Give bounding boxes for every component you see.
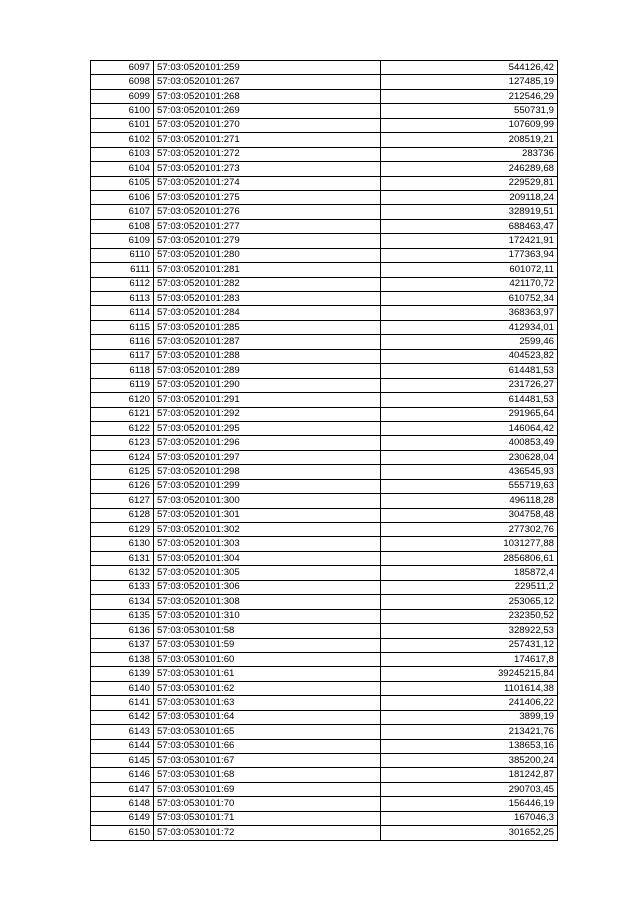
table-row [91, 523, 558, 537]
cadastral-number-cell: 57:03:0520101:289 [154, 364, 381, 378]
table-row [91, 219, 558, 233]
cadastral-number-cell: 57:03:0520101:267 [154, 75, 381, 89]
cadastral-number-cell: 57:03:0520101:271 [154, 133, 381, 147]
cadastral-value-cell: 127485,19 [381, 75, 558, 89]
table-row [91, 364, 558, 378]
cadastral-value-cell: 544126,42 [381, 61, 558, 75]
row-number-cell: 6100 [91, 104, 154, 118]
cadastral-number-cell: 57:03:0520101:268 [154, 89, 381, 103]
row-number-cell: 6118 [91, 364, 154, 378]
cadastral-number-cell: 57:03:0530101:64 [154, 710, 381, 724]
row-number-cell: 6109 [91, 234, 154, 248]
row-number-cell: 6107 [91, 205, 154, 219]
table-row [91, 710, 558, 724]
row-number-cell: 6103 [91, 147, 154, 161]
cadastral-value-cell: 156446,19 [381, 797, 558, 811]
cadastral-number-cell: 57:03:0530101:66 [154, 739, 381, 753]
table-row [91, 609, 558, 623]
row-number-cell: 6121 [91, 407, 154, 421]
cadastral-value-cell: 229529,81 [381, 176, 558, 190]
cadastral-number-cell: 57:03:0520101:269 [154, 104, 381, 118]
row-number-cell: 6127 [91, 494, 154, 508]
table-row [91, 811, 558, 825]
table-row [91, 624, 558, 638]
cadastral-value-cell: 290703,45 [381, 782, 558, 796]
cadastral-value-cell: 496118,28 [381, 494, 558, 508]
row-number-cell: 6123 [91, 436, 154, 450]
cadastral-number-cell: 57:03:0530101:65 [154, 725, 381, 739]
table-row [91, 508, 558, 522]
row-number-cell: 6145 [91, 754, 154, 768]
cadastral-number-cell: 57:03:0520101:276 [154, 205, 381, 219]
table-row [91, 248, 558, 262]
row-number-cell: 6133 [91, 580, 154, 594]
cadastral-number-cell: 57:03:0520101:304 [154, 551, 381, 565]
row-number-cell: 6122 [91, 421, 154, 435]
table-row [91, 393, 558, 407]
cadastral-number-cell: 57:03:0520101:296 [154, 436, 381, 450]
row-number-cell: 6129 [91, 523, 154, 537]
row-number-cell: 6101 [91, 118, 154, 132]
row-number-cell: 6137 [91, 638, 154, 652]
row-number-cell: 6117 [91, 349, 154, 363]
cadastral-number-cell: 57:03:0520101:302 [154, 523, 381, 537]
cadastral-number-cell: 57:03:0530101:61 [154, 667, 381, 681]
cadastral-value-cell: 283736 [381, 147, 558, 161]
cadastral-value-cell: 246289,68 [381, 162, 558, 176]
table-row [91, 162, 558, 176]
cadastral-number-cell: 57:03:0530101:63 [154, 696, 381, 710]
table-row [91, 638, 558, 652]
row-number-cell: 6149 [91, 811, 154, 825]
cadastral-value-cell: 167046,3 [381, 811, 558, 825]
cadastral-value-cell: 1031277,88 [381, 537, 558, 551]
cadastral-number-cell: 57:03:0530101:71 [154, 811, 381, 825]
cadastral-value-cell: 610752,34 [381, 292, 558, 306]
table-row [91, 421, 558, 435]
cadastral-number-cell: 57:03:0520101:287 [154, 335, 381, 349]
cadastral-value-table [90, 60, 558, 841]
cadastral-number-cell: 57:03:0520101:272 [154, 147, 381, 161]
table-row [91, 335, 558, 349]
table-row [91, 436, 558, 450]
cadastral-value-cell: 304758,48 [381, 508, 558, 522]
row-number-cell: 6115 [91, 320, 154, 334]
row-number-cell: 6146 [91, 768, 154, 782]
row-number-cell: 6112 [91, 277, 154, 291]
row-number-cell: 6105 [91, 176, 154, 190]
cadastral-number-cell: 57:03:0520101:274 [154, 176, 381, 190]
table-row [91, 754, 558, 768]
table-row [91, 407, 558, 421]
row-number-cell: 6143 [91, 725, 154, 739]
table-row [91, 826, 558, 840]
table-row [91, 133, 558, 147]
cadastral-number-cell: 57:03:0530101:60 [154, 652, 381, 666]
cadastral-value-cell: 39245215,84 [381, 667, 558, 681]
cadastral-number-cell: 57:03:0520101:280 [154, 248, 381, 262]
row-number-cell: 6136 [91, 624, 154, 638]
table-row [91, 378, 558, 392]
cadastral-value-cell: 1101614,38 [381, 681, 558, 695]
row-number-cell: 6114 [91, 306, 154, 320]
cadastral-value-cell: 241406,22 [381, 696, 558, 710]
table-row [91, 494, 558, 508]
row-number-cell: 6130 [91, 537, 154, 551]
cadastral-number-cell: 57:03:0530101:68 [154, 768, 381, 782]
row-number-cell: 6102 [91, 133, 154, 147]
cadastral-value-cell: 368363,97 [381, 306, 558, 320]
row-number-cell: 6126 [91, 479, 154, 493]
table-row [91, 104, 558, 118]
table-row [91, 263, 558, 277]
table-row [91, 147, 558, 161]
cadastral-value-cell: 107609,99 [381, 118, 558, 132]
cadastral-value-cell: 412934,01 [381, 320, 558, 334]
cadastral-value-cell: 2856806,61 [381, 551, 558, 565]
cadastral-number-cell: 57:03:0520101:275 [154, 190, 381, 204]
cadastral-number-cell: 57:03:0520101:297 [154, 450, 381, 464]
table-row [91, 768, 558, 782]
cadastral-number-cell: 57:03:0520101:288 [154, 349, 381, 363]
table-row [91, 75, 558, 89]
table-row [91, 739, 558, 753]
row-number-cell: 6144 [91, 739, 154, 753]
table-row [91, 349, 558, 363]
cadastral-number-cell: 57:03:0520101:285 [154, 320, 381, 334]
table-row [91, 205, 558, 219]
cadastral-value-cell: 232350,52 [381, 609, 558, 623]
table-row [91, 306, 558, 320]
row-number-cell: 6120 [91, 393, 154, 407]
row-number-cell: 6110 [91, 248, 154, 262]
table-row [91, 479, 558, 493]
cadastral-value-cell: 385200,24 [381, 754, 558, 768]
cadastral-value-cell: 688463,47 [381, 219, 558, 233]
cadastral-value-cell: 185872,4 [381, 566, 558, 580]
cadastral-value-cell: 614481,53 [381, 364, 558, 378]
cadastral-number-cell: 57:03:0520101:281 [154, 263, 381, 277]
cadastral-number-cell: 57:03:0520101:298 [154, 465, 381, 479]
cadastral-value-cell: 229511,2 [381, 580, 558, 594]
cadastral-number-cell: 57:03:0520101:300 [154, 494, 381, 508]
row-number-cell: 6108 [91, 219, 154, 233]
table-row [91, 190, 558, 204]
cadastral-number-cell: 57:03:0520101:284 [154, 306, 381, 320]
cadastral-value-cell: 230628,04 [381, 450, 558, 464]
cadastral-number-cell: 57:03:0520101:292 [154, 407, 381, 421]
table-row [91, 234, 558, 248]
row-number-cell: 6128 [91, 508, 154, 522]
table-row [91, 118, 558, 132]
row-number-cell: 6099 [91, 89, 154, 103]
table-row [91, 725, 558, 739]
cadastral-value-cell: 3899,19 [381, 710, 558, 724]
table-row [91, 681, 558, 695]
row-number-cell: 6131 [91, 551, 154, 565]
table-row [91, 176, 558, 190]
cadastral-number-cell: 57:03:0520101:310 [154, 609, 381, 623]
cadastral-value-cell: 555719,63 [381, 479, 558, 493]
row-number-cell: 6106 [91, 190, 154, 204]
cadastral-number-cell: 57:03:0520101:273 [154, 162, 381, 176]
cadastral-value-cell: 301652,25 [381, 826, 558, 840]
cadastral-number-cell: 57:03:0520101:277 [154, 219, 381, 233]
row-number-cell: 6148 [91, 797, 154, 811]
cadastral-value-cell: 601072,11 [381, 263, 558, 277]
table-row [91, 277, 558, 291]
row-number-cell: 6125 [91, 465, 154, 479]
cadastral-number-cell: 57:03:0530101:69 [154, 782, 381, 796]
cadastral-value-cell: 253065,12 [381, 595, 558, 609]
cadastral-number-cell: 57:03:0520101:279 [154, 234, 381, 248]
table-row [91, 696, 558, 710]
row-number-cell: 6097 [91, 61, 154, 75]
cadastral-value-cell: 550731,9 [381, 104, 558, 118]
row-number-cell: 6124 [91, 450, 154, 464]
cadastral-value-cell: 277302,76 [381, 523, 558, 537]
table-row [91, 797, 558, 811]
cadastral-number-cell: 57:03:0520101:306 [154, 580, 381, 594]
cadastral-value-cell: 209118,24 [381, 190, 558, 204]
cadastral-value-cell: 400853,49 [381, 436, 558, 450]
cadastral-value-cell: 172421,91 [381, 234, 558, 248]
cadastral-number-cell: 57:03:0530101:58 [154, 624, 381, 638]
cadastral-number-cell: 57:03:0520101:290 [154, 378, 381, 392]
cadastral-number-cell: 57:03:0520101:291 [154, 393, 381, 407]
row-number-cell: 6134 [91, 595, 154, 609]
table-row [91, 61, 558, 75]
row-number-cell: 6135 [91, 609, 154, 623]
table-row [91, 782, 558, 796]
table-body [91, 61, 558, 841]
table-row [91, 566, 558, 580]
row-number-cell: 6147 [91, 782, 154, 796]
cadastral-number-cell: 57:03:0520101:299 [154, 479, 381, 493]
cadastral-value-cell: 138653,16 [381, 739, 558, 753]
row-number-cell: 6113 [91, 292, 154, 306]
row-number-cell: 6141 [91, 696, 154, 710]
cadastral-value-cell: 181242,87 [381, 768, 558, 782]
row-number-cell: 6139 [91, 667, 154, 681]
table-row [91, 450, 558, 464]
cadastral-number-cell: 57:03:0520101:303 [154, 537, 381, 551]
row-number-cell: 6138 [91, 652, 154, 666]
cadastral-number-cell: 57:03:0520101:308 [154, 595, 381, 609]
table-row [91, 465, 558, 479]
table-row [91, 320, 558, 334]
row-number-cell: 6116 [91, 335, 154, 349]
table-row [91, 595, 558, 609]
row-number-cell: 6150 [91, 826, 154, 840]
cadastral-number-cell: 57:03:0520101:283 [154, 292, 381, 306]
cadastral-value-cell: 436545,93 [381, 465, 558, 479]
row-number-cell: 6140 [91, 681, 154, 695]
row-number-cell: 6098 [91, 75, 154, 89]
cadastral-value-cell: 404523,82 [381, 349, 558, 363]
cadastral-number-cell: 57:03:0520101:259 [154, 61, 381, 75]
table-row [91, 537, 558, 551]
cadastral-value-cell: 257431,12 [381, 638, 558, 652]
cadastral-value-cell: 291965,64 [381, 407, 558, 421]
row-number-cell: 6132 [91, 566, 154, 580]
cadastral-number-cell: 57:03:0520101:295 [154, 421, 381, 435]
cadastral-value-cell: 328922,53 [381, 624, 558, 638]
row-number-cell: 6104 [91, 162, 154, 176]
table-row [91, 292, 558, 306]
table-row [91, 667, 558, 681]
cadastral-number-cell: 57:03:0530101:67 [154, 754, 381, 768]
cadastral-number-cell: 57:03:0520101:270 [154, 118, 381, 132]
cadastral-value-cell: 421170,72 [381, 277, 558, 291]
table-row [91, 580, 558, 594]
cadastral-number-cell: 57:03:0530101:72 [154, 826, 381, 840]
cadastral-number-cell: 57:03:0520101:301 [154, 508, 381, 522]
table-row [91, 551, 558, 565]
cadastral-value-cell: 174617,8 [381, 652, 558, 666]
table-row [91, 89, 558, 103]
cadastral-value-cell: 177363,94 [381, 248, 558, 262]
cadastral-value-cell: 231726,27 [381, 378, 558, 392]
cadastral-number-cell: 57:03:0530101:62 [154, 681, 381, 695]
cadastral-number-cell: 57:03:0520101:305 [154, 566, 381, 580]
row-number-cell: 6111 [91, 263, 154, 277]
cadastral-value-cell: 208519,21 [381, 133, 558, 147]
cadastral-number-cell: 57:03:0520101:282 [154, 277, 381, 291]
cadastral-value-cell: 212546,29 [381, 89, 558, 103]
cadastral-value-cell: 614481,53 [381, 393, 558, 407]
table-row [91, 652, 558, 666]
cadastral-value-cell: 2599,46 [381, 335, 558, 349]
cadastral-value-cell: 213421,76 [381, 725, 558, 739]
row-number-cell: 6119 [91, 378, 154, 392]
cadastral-number-cell: 57:03:0530101:70 [154, 797, 381, 811]
cadastral-number-cell: 57:03:0530101:59 [154, 638, 381, 652]
cadastral-value-cell: 328919,51 [381, 205, 558, 219]
cadastral-value-cell: 146064,42 [381, 421, 558, 435]
row-number-cell: 6142 [91, 710, 154, 724]
